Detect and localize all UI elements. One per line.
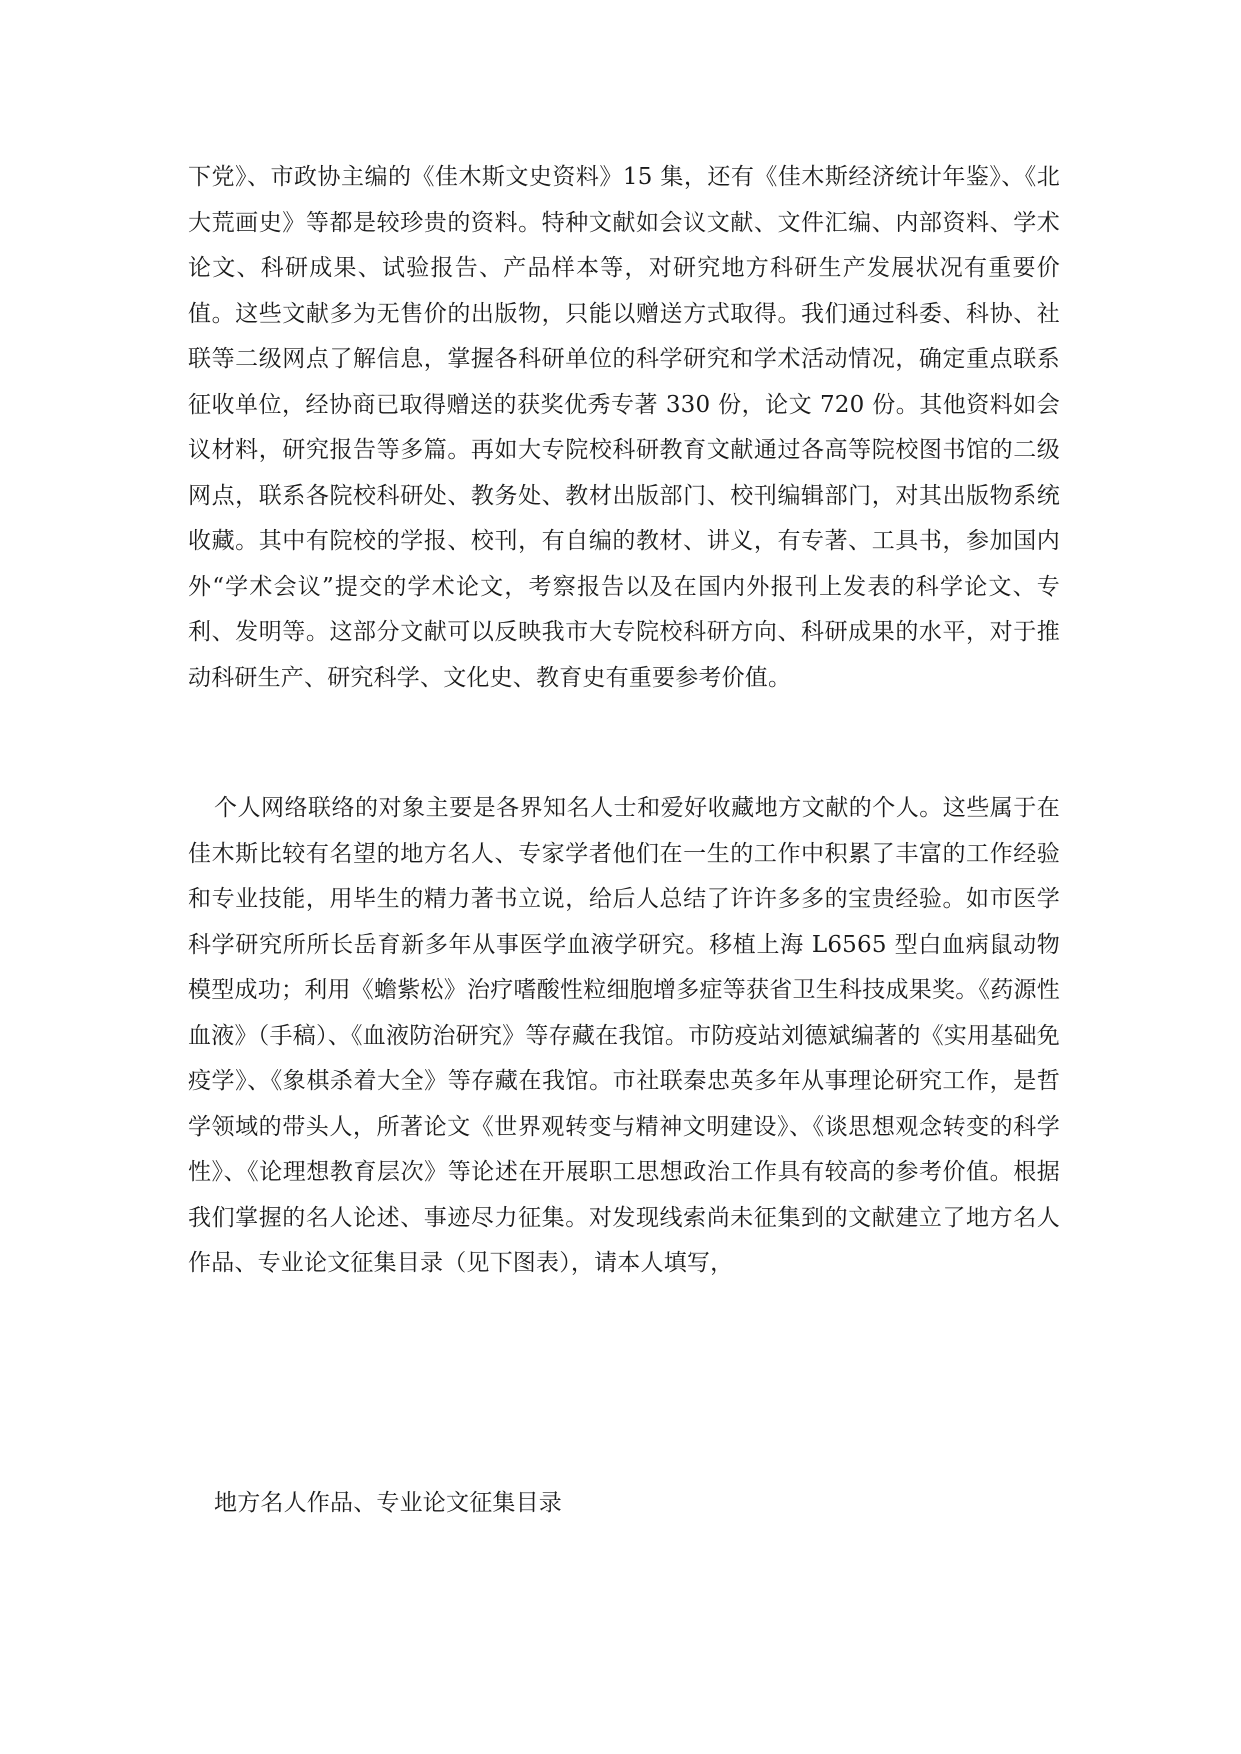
paragraph-personal-network: 个人网络联络的对象主要是各界知名人士和爱好收藏地方文献的个人。这些属于在佳木斯比较有名望的地方名人、专家学者他们在一生的工作中积累了丰富的工作经验和专业技能，用毕生的精力著书立说，给后人总结了许许多多的宝贵经验。如市医学科学研究所所长岳育新多年从事医学血液学研究。移植上海 L6565 型白血病鼠动物模型成功；利用《蟾紫松》治疗嗜酸性粒细胞增多症等获省卫生科技成果奖。《药源性血液》（手稿）、《血液防治研究》等存藏在我馆。市防疫站刘德斌编著的《实用基础免疫学》、《象棋杀着大全》等存藏在我馆。市社联秦忠英多年从事理论研究工作，是哲学领域的带头人，所著论文《世界观转变与精神文明建设》、《谈思想观念转变的科学性》、《论理想教育层次》等论述在开展职工思想政治工作具有较高的参考价值。根据我们掌握的名人论述、事迹尽力征集。对发现线索尚未征集到的文献建立了地方名人作品、专业论文征集目录（见下图表），请本人填写， <box>188 795 1060 1276</box>
catalog-heading: 地方名人作品、专业论文征集目录 <box>214 1490 562 1516</box>
paragraph-special-literature: 下党》、市政协主编的《佳木斯文史资料》15 集，还有《佳木斯经济统计年鉴》、《北大荒画史》等都是较珍贵的资料。特种文献如会议文献、文件汇编、内部资料、学术论文、科研成果、试验报告、产品样本等，对研究地方科研生产发展状况有重要价值。这些文献多为无售价的出版物，只能以赠送方式取得。我们通过科委、科协、社联等二级网点了解信息，掌握各科研单位的科学研究和学术活动情况，确定重点联系征收单位，经协商已取得赠送的获奖优秀专著 330 份，论文 720 份。其他资料如会议材料，研究报告等多篇。再如大专院校科研教育文献通过各高等院校图书馆的二级网点，联系各院校科研处、教务处、教材出版部门、校刊编辑部门，对其出版物系统收藏。其中有院校的学报、校刊，有自编的教材、讲义，有专著、工具书，参加国内外“学术会议”提交的学术论文，考察报告以及在国内外报刊上发表的科学论文、专利、发明等。这部分文献可以反映我市大专院校科研方向、科研成果的水平，对于推动科研生产、研究科学、文化史、教育史有重要参考价值。 <box>188 164 1060 691</box>
